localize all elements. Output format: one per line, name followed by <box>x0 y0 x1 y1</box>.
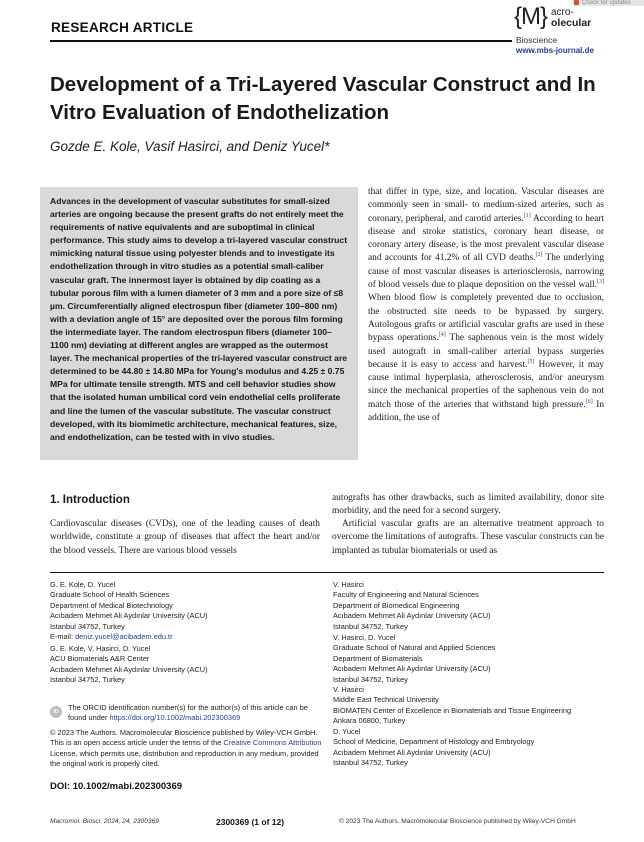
license-note <box>50 728 325 770</box>
affiliation-line: School of Medicine, Department of Histology and Embryology <box>333 737 535 747</box>
affiliation-line: Faculty of Engineering and Natural Sciences <box>333 590 479 600</box>
reference-link[interactable]: [4] <box>438 332 446 339</box>
affiliation-line: Acıbadem Mehmet Ali Aydınlar University (ACU) <box>50 664 208 674</box>
header-divider <box>50 40 512 42</box>
author-list: Gozde E. Kole, Vasif Hasirci, and Deniz Yucel* <box>50 139 330 154</box>
update-badge-label: Check for updates <box>582 0 631 6</box>
affiliation-line: ACU Biomaterials A&R Center <box>50 654 150 664</box>
introduction-right-column <box>368 186 604 425</box>
affiliation-line: D. Yucel <box>333 727 361 736</box>
body-text-segment: According to heart disease and stroke statistics, coronary heart disease, or coronary artery disease, is the most prevalent vascular disease and accounts for 41.2% of all CVD deaths. <box>368 213 604 264</box>
creative-commons-link[interactable]: Creative Commons Attribution <box>223 738 322 748</box>
abstract-text: Advances in the development of vascular substitutes for small-sized arteries are ongoing because the present grafts do not entirely meet the requirements of native equivalents and are suboptimal in clinical performance. This study aims to develop a tri-layered vascular construct mimicking natural tissue using polyester blends and to investigate its endothelization through in vitro studies as a potential small-caliber vascular graft. The innermost layer is obtained by dip coating as a tubular porous film with a lumen diameter of 3 mm and a pore size of ≤8 µm. Circumferentially aligned electrospun fiber (diameter 100–800 nm) with a deviation angle of 15° are deposited over the porous film forming the intermediate layer. The random electrospun fibers (diameter 100–1100 nm) deviating at different angles are wrapped as the outermost layer. The mechanical properties of the tri-layered vascular construct are determined to be 44.80 ± 14.80 MPa for Young's modulus and 4.25 ± 0.75 MPa for ultimate tensile strength. MTS and cell behavior studies show that the isolated human umbilical cord vein endothelial cells proliferate and line the lumen of the vascular substitute. The vascular construct developed, with its biomimetic architecture, mechanical features, size, and endothelization, can be tested with in vivo studies. <box>50 196 348 442</box>
affiliation-line: V. Hasirci <box>333 685 364 694</box>
journal-url-link[interactable]: www.mbs-journal.de <box>516 46 594 55</box>
affiliation-block <box>333 633 495 685</box>
affiliation-line: Middle East Technical University <box>333 695 439 705</box>
orcid-text: The ORCID identification number(s) for the author(s) of this article can be found under <box>68 703 308 723</box>
affiliation-line: Istanbul 34752, Turkey <box>50 675 125 685</box>
affiliation-line: Istanbul 34752, Turkey <box>333 621 408 631</box>
affiliation-line: Department of Biomedical Engineering <box>333 600 460 610</box>
affiliation-block <box>50 644 208 686</box>
orcid-icon: iD <box>50 706 62 718</box>
orcid-link[interactable]: https://doi.org/10.1002/mabi.202300369 <box>109 713 241 723</box>
reference-link[interactable]: [6] <box>585 398 593 405</box>
affiliation-block <box>333 685 571 727</box>
email-label: E-mail: <box>50 632 76 642</box>
article-type-label: RESEARCH ARTICLE <box>51 20 194 35</box>
journal-logo <box>514 3 624 55</box>
affiliation-line: G. E. Kole, D. Yucel <box>50 580 116 589</box>
footer-citation: Macromol. Biosci. 2024, 24, 2300369 <box>50 818 159 825</box>
orcid-note <box>50 703 325 724</box>
reference-link[interactable]: [1] <box>523 212 531 219</box>
affiliation-line: Department of Biomaterials <box>333 653 423 663</box>
introduction-continuation: autografts has other drawbacks, such as limited availability, donor site morbidity, and the need for a second surgery. <box>332 493 604 517</box>
footer-copyright: © 2023 The Authors. Macromolecular Bioscience published by Wiley-VCH GmbH <box>339 818 576 825</box>
reference-link[interactable]: [3] <box>597 278 604 285</box>
affiliation-line: Acıbadem Mehmet Ali Aydınlar University (ACU) <box>333 664 491 674</box>
introduction-paragraph-2: Artificial vascular grafts are an alternative treatment approach to overcome the limitations of autografts. These vascular constructs can be implanted as tubular biomaterials or used as <box>332 519 604 556</box>
affiliation-line: Graduate School of Health Sciences <box>50 590 170 600</box>
page-footer <box>50 817 610 831</box>
logo-text-acro: acro- <box>551 7 574 18</box>
affiliation-line: Department of Medical Biotechnology <box>50 600 173 610</box>
body-text-segment: However, it may cause intimal hyperplasia, atherosclerosis, and/or aneurysm since the mechanical properties of the saphenous vein do not match those of the arteries that withstand high pressure. <box>368 359 604 410</box>
license-text-end: License, which permits use, distribution and reproduction in any medium, provided the original work is properly cited. <box>50 748 319 769</box>
body-text-segment: The saphenous vein is the most widely used autograft in small-caliber arterial bypass surgeries because it is easy to access and harvest. <box>368 333 604 370</box>
reference-link[interactable]: [2] <box>535 252 543 259</box>
introduction-heading: 1. Introduction <box>50 494 130 506</box>
email-link[interactable]: deniz.yucel@acibadem.edu.tr <box>75 632 173 642</box>
introduction-left-column: Cardiovascular diseases (CVDs), one of the leading causes of death worldwide, constitute a group of diseases that affect the heart and/or the blood vessels. There are various blood vessels <box>50 519 320 556</box>
body-text-segment: When blood flow is completely prevented due to occlusion, the obstructed site needs to be bypassed by surgery. Autologous grafts or artificial vascular grafts are used in these bypass operations. <box>368 293 604 344</box>
affiliation-line: V. Hasirci <box>333 580 364 589</box>
affiliation-line: Acıbadem Mehmet Ali Aydınlar University (ACU) <box>50 611 208 621</box>
footer-page-number: 2300369 (1 of 12) <box>216 817 285 827</box>
body-text-segment: The underlying cause of most vascular diseases is arteriosclerosis, narrowing of blood vessels due to plaque deposition on the vessel wall. <box>368 253 605 291</box>
article-title: Development of a Tri-Layered Vascular Construct and In Vitro Evaluation of Endothelization <box>50 73 596 124</box>
affiliation-line: BIOMATEN Center of Excellence in Biomaterials and Tissue Engineering <box>333 705 572 715</box>
license-text: © 2023 The Authors. Macromolecular Bioscience published by Wiley-VCH GmbH. This is an open access article under the terms of the <box>50 728 318 748</box>
logo-text-olecular: olecular <box>551 17 592 29</box>
affiliation-line: Acıbadem Mehmet Ali Aydınlar University (ACU) <box>333 611 491 621</box>
abstract-box <box>40 187 358 460</box>
email-line <box>50 632 208 642</box>
logo-text-bioscience: Bioscience <box>516 35 558 45</box>
body-text-segment: that differ in type, size, and location. Vascular diseases are commonly seen in small- to medium-sized arteries, such as coronary, peripheral, and carotid arteries. <box>368 187 604 224</box>
affiliation-line: Ankara 06800, Turkey <box>333 716 406 726</box>
affiliation-line: V. Hasirci, D. Yucel <box>333 633 396 642</box>
reference-link[interactable]: [5] <box>527 358 535 365</box>
affiliation-block <box>50 580 208 642</box>
logo-bracket-mark: {M} <box>514 3 548 30</box>
affiliation-line: Istanbul 34752, Turkey <box>333 674 408 684</box>
affiliation-line: Istanbul 34752, Turkey <box>333 758 408 768</box>
affiliation-block <box>333 727 534 769</box>
affiliation-line: Istanbul 34752, Turkey <box>50 621 125 631</box>
affiliation-line: G. E. Kole, V. Hasirci, D. Yucel <box>50 644 151 653</box>
affiliation-line: Acıbadem Mehmet Ali Aydınlar University (ACU) <box>333 747 491 757</box>
affiliation-block <box>333 580 491 632</box>
body-text-segment: In addition, the use of <box>368 399 605 424</box>
affiliation-line: Graduate School of Natural and Applied Sciences <box>333 643 496 653</box>
doi-label: DOI: 10.1002/mabi.202300369 <box>50 781 183 792</box>
affiliations-divider <box>50 572 604 573</box>
